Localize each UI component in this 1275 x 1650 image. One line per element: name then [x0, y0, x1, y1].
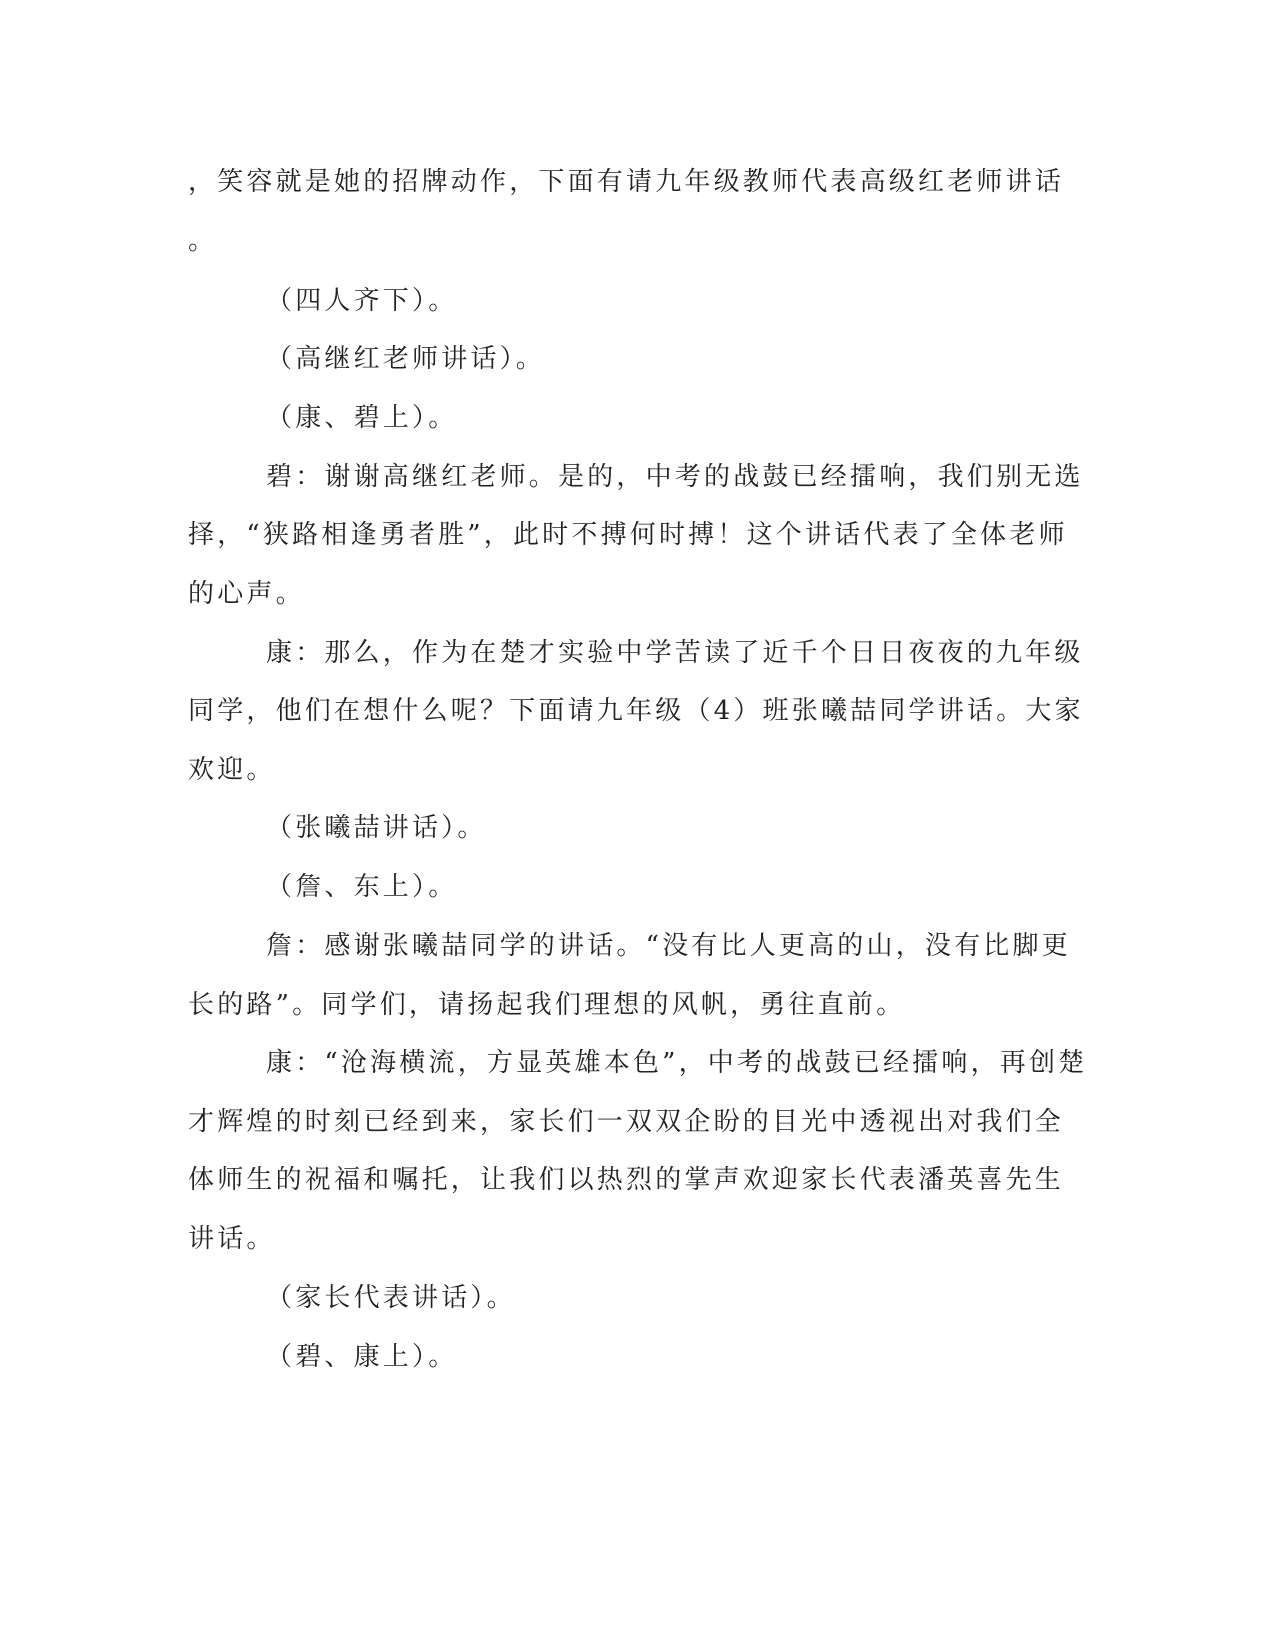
text-line: ，笑容就是她的招牌动作，下面有请九年级教师代表高级红老师讲话 — [188, 167, 1065, 197]
text-line: 体师生的祝福和嘱托，让我们以热烈的掌声欢迎家长代表潘英喜先生 — [188, 1165, 1065, 1195]
dialogue-line: 康：那么，作为在楚才实验中学苦读了近千个日日夜夜的九年级 — [266, 638, 1084, 668]
text-line: 讲话。 — [188, 1224, 276, 1254]
text-line: 的心声。 — [188, 579, 305, 609]
stage-direction: （张曦喆讲话）。 — [266, 813, 487, 843]
dialogue-line: 碧：谢谢高继红老师。是的，中考的战鼓已经擂响，我们别无选 — [266, 462, 1084, 492]
text-line: 同学，他们在想什么呢？下面请九年级（4）班张曦喆同学讲话。大家 — [188, 696, 1084, 726]
dialogue-line: 詹：感谢张曦喆同学的讲话。“没有比人更高的山，没有比脚更 — [266, 931, 1071, 961]
text-line: 才辉煌的时刻已经到来，家长们一双双企盼的目光中透视出对我们全 — [188, 1107, 1065, 1137]
text-line: 长的路”。同学们，请扬起我们理想的风帆，勇往直前。 — [188, 990, 906, 1020]
stage-direction: （高继红老师讲话）。 — [266, 344, 546, 374]
dialogue-line: 康：“沧海横流，方显英雄本色”，中考的战鼓已经擂响，再创楚 — [266, 1048, 1088, 1078]
stage-direction: （詹、东上）。 — [266, 872, 458, 902]
text-line: 。 — [188, 226, 218, 256]
stage-direction: （四人齐下）。 — [266, 286, 458, 316]
stage-direction: （康、碧上）。 — [266, 403, 458, 433]
stage-direction: （家长代表讲话）。 — [266, 1283, 516, 1313]
text-line: 欢迎。 — [188, 755, 276, 785]
stage-direction: （碧、康上）。 — [266, 1342, 458, 1372]
text-line: 择，“狭路相逢勇者胜”，此时不搏何时搏！这个讲话代表了全体老师 — [188, 520, 1068, 550]
